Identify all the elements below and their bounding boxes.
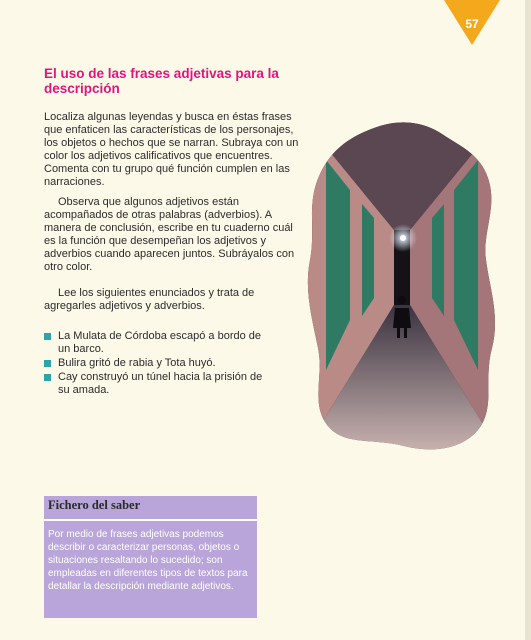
bullet-square-icon — [44, 360, 51, 367]
fichero-divider — [44, 519, 257, 521]
list-item — [44, 330, 274, 356]
example-sentence: Bulira gritó de rabia y Tota huyó. — [58, 357, 216, 369]
list-item — [44, 357, 274, 370]
bullet-square-icon — [44, 374, 51, 381]
body-paragraph-1: Localiza algunas leyendas y busca en éstas frases que enfaticen las características de los personajes, los objetos o hechos que se narran. Subraya con un color los adjetivos calificativos que encuentres. Comenta con tu grupo qué función cumplen en las narraciones. — [44, 111, 299, 188]
page-number: 57 — [465, 17, 479, 31]
page-edge — [525, 0, 531, 640]
example-sentence-list — [44, 330, 274, 398]
section-title: El uso de las frases adjetivas para la descripción — [44, 66, 279, 96]
body-paragraph-2: Observa que algunos adjetivos están acompañados de otras palabras (adverbios). A manera de conclusión, escribe en tu cuaderno cuál es la función que desempeñan los adjetivos y adverbios cuando aparecen juntos. Subráyalos con otro color. — [44, 196, 295, 273]
list-item — [44, 371, 274, 397]
fichero-del-saber-box — [44, 496, 257, 618]
fichero-text: Por medio de frases adjetivas podemos describir o caracterizar personas, objetos o situaciones resaltando lo sucedido; son empleadas en diferentes tipos de textos para detallar la descripción mediante adjetivos. — [48, 529, 248, 592]
example-sentence: La Mulata de Córdoba escapó a bordo de un barco. — [58, 330, 262, 355]
bullet-square-icon — [44, 333, 51, 340]
example-sentence: Cay construyó un túnel hacia la prisión de su amada. — [58, 371, 263, 396]
body-paragraph-3: Lee los siguientes enunciados y trata de agregarles adjetivos y adverbios. — [44, 287, 255, 312]
fichero-title: Fichero del saber — [48, 498, 141, 512]
corridor-illustration — [304, 120, 500, 452]
